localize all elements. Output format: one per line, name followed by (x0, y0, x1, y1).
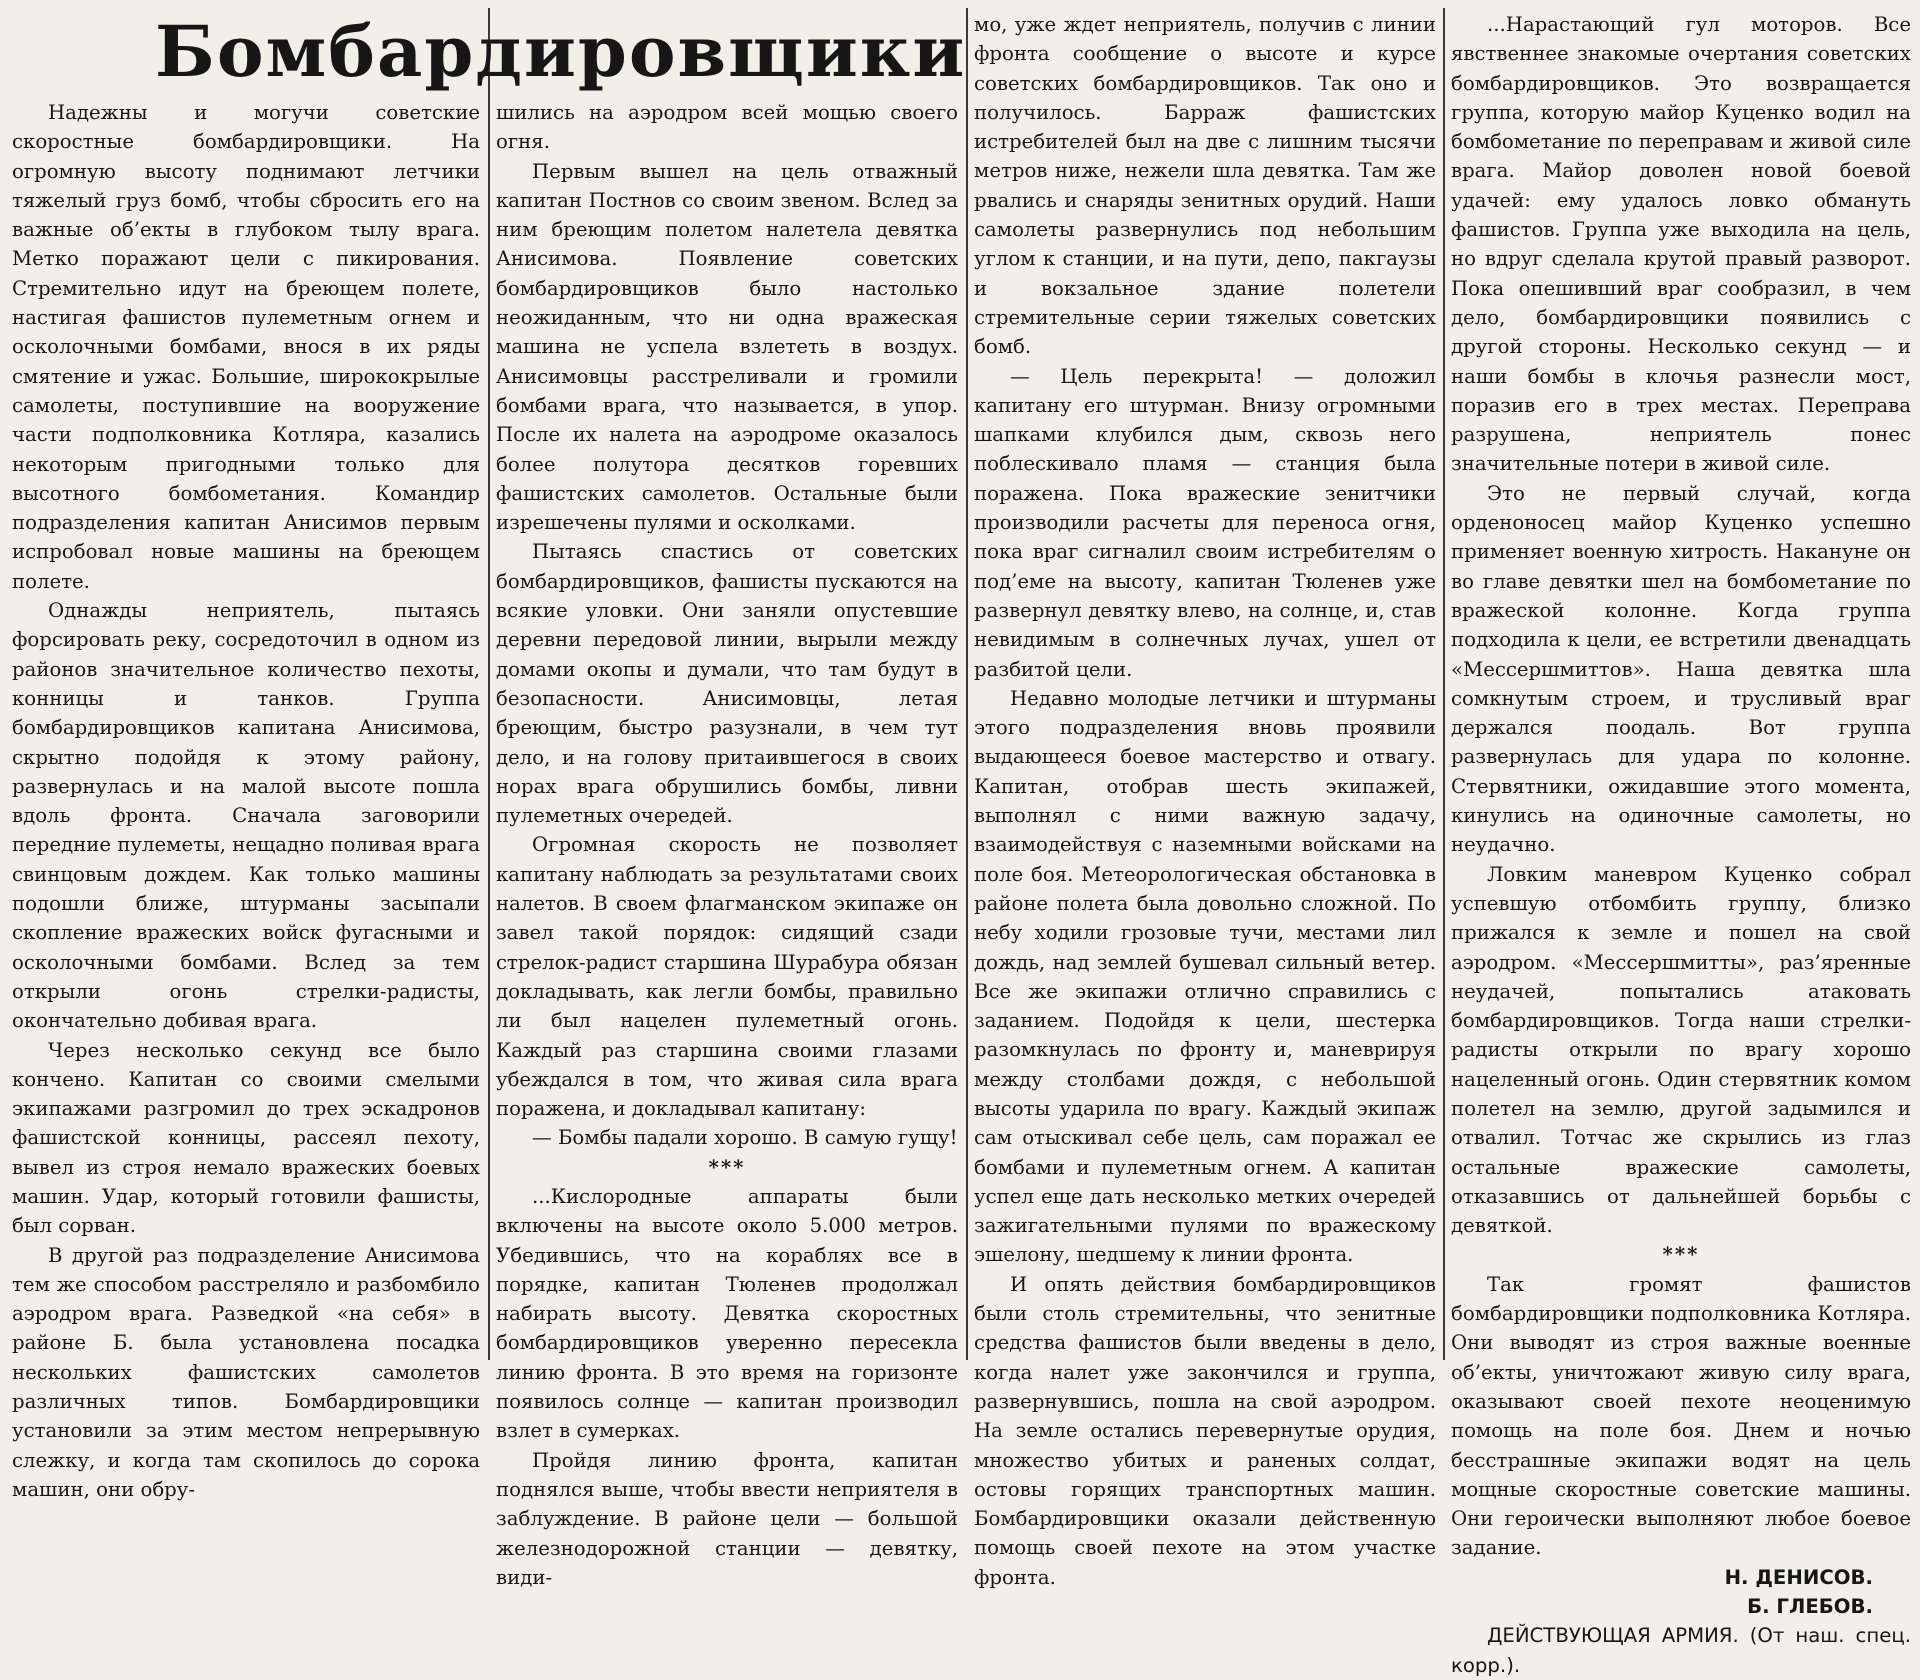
paragraph: ...Нарастающий гул моторов. Все явственнее знакомые очертания советских бомбардировщиков. Это возвращается группа, которую майор Куценко водил на бомбометание по переправам и живой силе врага. Майор доволен новой боевой удачей: ему удалось ловко обмануть фашистов. Группа уже выходила на цель, но вдруг сделала крутой правый разворот. Пока опешивший враг сообразил, в чем дело, бомбардировщики появились с другой стороны. Несколько секунд — и наши бомбы в клочья разнесли мост, поразив его в трех местах. Переправа разрушена, неприятель понес значительные потери в живой силе. (1451, 13, 1911, 476)
paragraph: Так громят фашистов бомбардировщики подполковника Котляра. Они выводят из строя важные военные об’екты, уничтожают живую силу врага, оказывают своей пехоте неоценимую помощь на поле боя. Днем и ночью бесстрашные экипажи водят на цель мощные скоростные советские машины. Они героически выполняют любое боевое задание. (1451, 1272, 1911, 1560)
paragraph: ...Кислородные аппараты были включены на высоте около 5.000 метров. Убедившись, что на кораблях все в порядке, капитан Тюленев продолжал набирать высоту. Девятка скоростных бомбардировщиков уверенно пересекла линию фронта. В это время на горизонте появилось солнце — капитан производил взлет в сумерках. (496, 1184, 958, 1443)
paragraph: — Цель перекрыта! — доложил капитану его штурман. Внизу огромными шапками клубился дым, сквозь него поблескивало пламя — станция была поражена. Пока вражеские зенитчики производили расчеты для переноса огня, пока враг сигналил своим истребителям о под’еме на высоту, капитан Тюленев уже развернул девятку влево, на солнце, и, став невидимым в солнечных лучах, ушел от разбитой цели. (974, 364, 1436, 681)
paragraph: Пройдя линию фронта, капитан поднялся выше, чтобы ввести неприятеля в заблуждение. В районе цели — большой железнодорожной станции — девятку, види- (496, 1448, 958, 1589)
paragraph: И опять действия бомбардировщиков были столь стремительны, что зенитные средства фашистов были введены в дело, когда налет уже закончился и группа, развернувшись, пошла на свой аэродром. На земле остались перевернутые орудия, множество убитых и раненых солдат, остовы горящих транспортных машин. Бомбардировщики оказали действенную помощь своей пехоте на этом участке фронта. (974, 1272, 1436, 1589)
column-rule (966, 8, 968, 1360)
article-column-4 (1451, 0, 1911, 1677)
paragraph: Это не первый случай, когда орденоносец майор Куценко успешно применяет военную хитрость. Накануне он во главе девятки шел на бомбометание по вражеской колонне. Когда группа подходила к цели, ее встретили двенадцать «Мессершмиттов». Наша девятка шла сомкнутым строем, и трусливый враг держался поодаль. Вот группа развернулась для удара по колонне. Стервятники, ожидавшие этого момента, кинулись на одиночные самолеты, но неудачно. (1451, 481, 1911, 857)
paragraph: Недавно молодые летчики и штурманы этого подразделения вновь проявили выдающееся боевое мастерство и отвагу. Капитан, отобрав шесть экипажей, выполнял с ними важную задачу, взаимодействуя с наземными войсками на поле боя. Метеорологическая обстановка в районе полета была довольно сложной. По небу ходили грозовые тучи, местами лил дождь, над землей бушевал сильный ветер. Все же экипажи отлично справились с заданием. Подойдя к цели, шестерка разомкнулась по фронту и, маневрируя между столбами дождя, с небольшой высоты ударила по врагу. Каждый экипаж сам отыскивал себе цель, сам поражал ее бомбами и пулеметным огнем. А капитан успел еще дать несколько метких очередей зажигательными пулями по вражескому эшелону, шедшему к линии фронта. (974, 686, 1436, 1267)
paragraph: Однажды неприятель, пытаясь форсировать реку, сосредоточил в одном из районов значительное количество пехоты, конницы и танков. Группа бомбардировщиков капитана Анисимова, скрытно подойдя к этому району, развернулась и на малой высоте пошла вдоль фронта. Сначала заговорили передние пулеметы, нещадно поливая врага свинцовым дождем. Как только машины подошли ближе, штурманы засыпали скопление вражеских войск фугасными и осколочными бомбами. Вслед за тем открыли огонь стрелки-радисты, окончательно добивая врага. (12, 599, 480, 1033)
paragraph: — Бомбы падали хорошо. В самую гущу! (532, 1126, 958, 1150)
paragraph: В другой раз подразделение Анисимова тем же способом расстреляло и разбомбило аэродром врага. Разведкой «на себя» в районе Б. была установлена посадка нескольких фашистских самолетов различных типов. Бомбардировщики установили за этим местом непрерывную слежку, и когда там скопилось до сорока машин, они обру- (12, 1243, 480, 1501)
author-signature: Б. ГЛЕБОВ. (1747, 1595, 1873, 1619)
article-column-3 (974, 0, 1436, 1589)
paragraph: Первым вышел на цель отважный капитан Постнов со своим звеном. Вслед за ним бреющим полетом налетела девятка Анисимова. Появление советских бомбардировщиков было настолько неожиданным, что ни одна вражеская машина не успела взлететь в воздух. Анисимовцы расстреливали и громили бомбами врага, что называется, в упор. После их налета на аэродроме оказалось более полутора десятков горевших фашистских самолетов. Остальные были изрешечены пулями и осколками. (496, 159, 958, 535)
paragraph: Ловким маневром Куценко собрал успевшую отбомбить группу, близко прижался к земле и пошел на свой аэродром. «Мессершмитты», раз’яренные неудачей, попытались атаковать бомбардировщиков. Тогда наши стрелки-радисты открыли по врагу хорошо нацеленный огонь. Один стервятник комом полетел на землю, другой задымился и отвалил. Тотчас же скрылись из глаз остальные вражеские самолеты, отказавшись от дальнейшей борьбы с девяткой. (1451, 862, 1911, 1238)
article-column-1 (12, 0, 480, 1501)
author-signature: Н. ДЕНИСОВ. (1724, 1565, 1873, 1589)
paragraph: Огромная скорость не позволяет капитану наблюдать за результатами своих налетов. В своем флагманском экипаже он завел такой порядок: сидящий сзади стрелок-радист старшина Шурабура обязан докладывать, как легли бомбы, правильно ли был нацелен пулеметный огонь. Каждый раз старшина своими глазами убеждался в том, что живая сила врага поражена, и докладывал капитану: (496, 833, 958, 1121)
paragraph: Пытаясь спастись от советских бомбардировщиков, фашисты пускаются на всякие уловки. Они заняли опустевшие деревни передовой линии, вырыли между домами окопы и думали, что там будут в безопасности. Анисимовцы, летая бреющим, быстро разузнали, в чем тут дело, и на голову притаившегося в своих норах врага обрушились бомбы, ливни пулеметных очередей. (496, 540, 958, 828)
section-separator: *** (708, 1155, 746, 1179)
paragraph: шились на аэродром всей мощью своего огня. (496, 101, 958, 154)
paragraph: Надежны и могучи советские скоростные бомбардировщики. На огромную высоту поднимают летчики тяжелый груз бомб, чтобы сбросить его на важные об’екты в глубоком тылу врага. Метко поражают цели с пикирования. Стремительно идут на бреющем полете, настигая фашистов пулеметным огнем и осколочными бомбами, внося в их ряды смятение и ужас. Большие, ширококрылые самолеты, поступившие на вооружение части подполковника Котляра, казались некоторым пригодными только для высотного бомбометания. Командир подразделения капитан Анисимов первым испробовал новые машины на бреющем полете. (12, 101, 480, 593)
article-column-2 (496, 0, 958, 1589)
article-title: Бомбардировщики (155, 10, 967, 93)
column-rule (1443, 8, 1445, 1360)
column-rule (488, 8, 490, 1360)
paragraph: Через несколько секунд все было кончено. Капитан со своими смелыми экипажами разгромил до трех эскадронов фашистской конницы, рассеял пехоту, вывел из строя немало вражеских боевых машин. Удар, который готовили фашисты, был сорван. (12, 1038, 480, 1238)
paragraph: мо, уже ждет неприятель, получив с линии фронта сообщение о высоте и курсе советских бомбардировщиков. Так оно и получилось. Барраж фашистских истребителей был на две с лишним тысячи метров ниже, нежели шла девятка. Там же рвались и снаряды зенитных орудий. Наши самолеты развернулись под небольшим углом к станции, и на пути, депо, пакгаузы и вокзальное здание полетели стремительные серии тяжелых советских бомб. (974, 13, 1436, 359)
dateline: ДЕЙСТВУЮЩАЯ АРМИЯ. (От наш. спец. корр.). (1451, 1624, 1911, 1677)
section-separator: *** (1662, 1243, 1700, 1267)
